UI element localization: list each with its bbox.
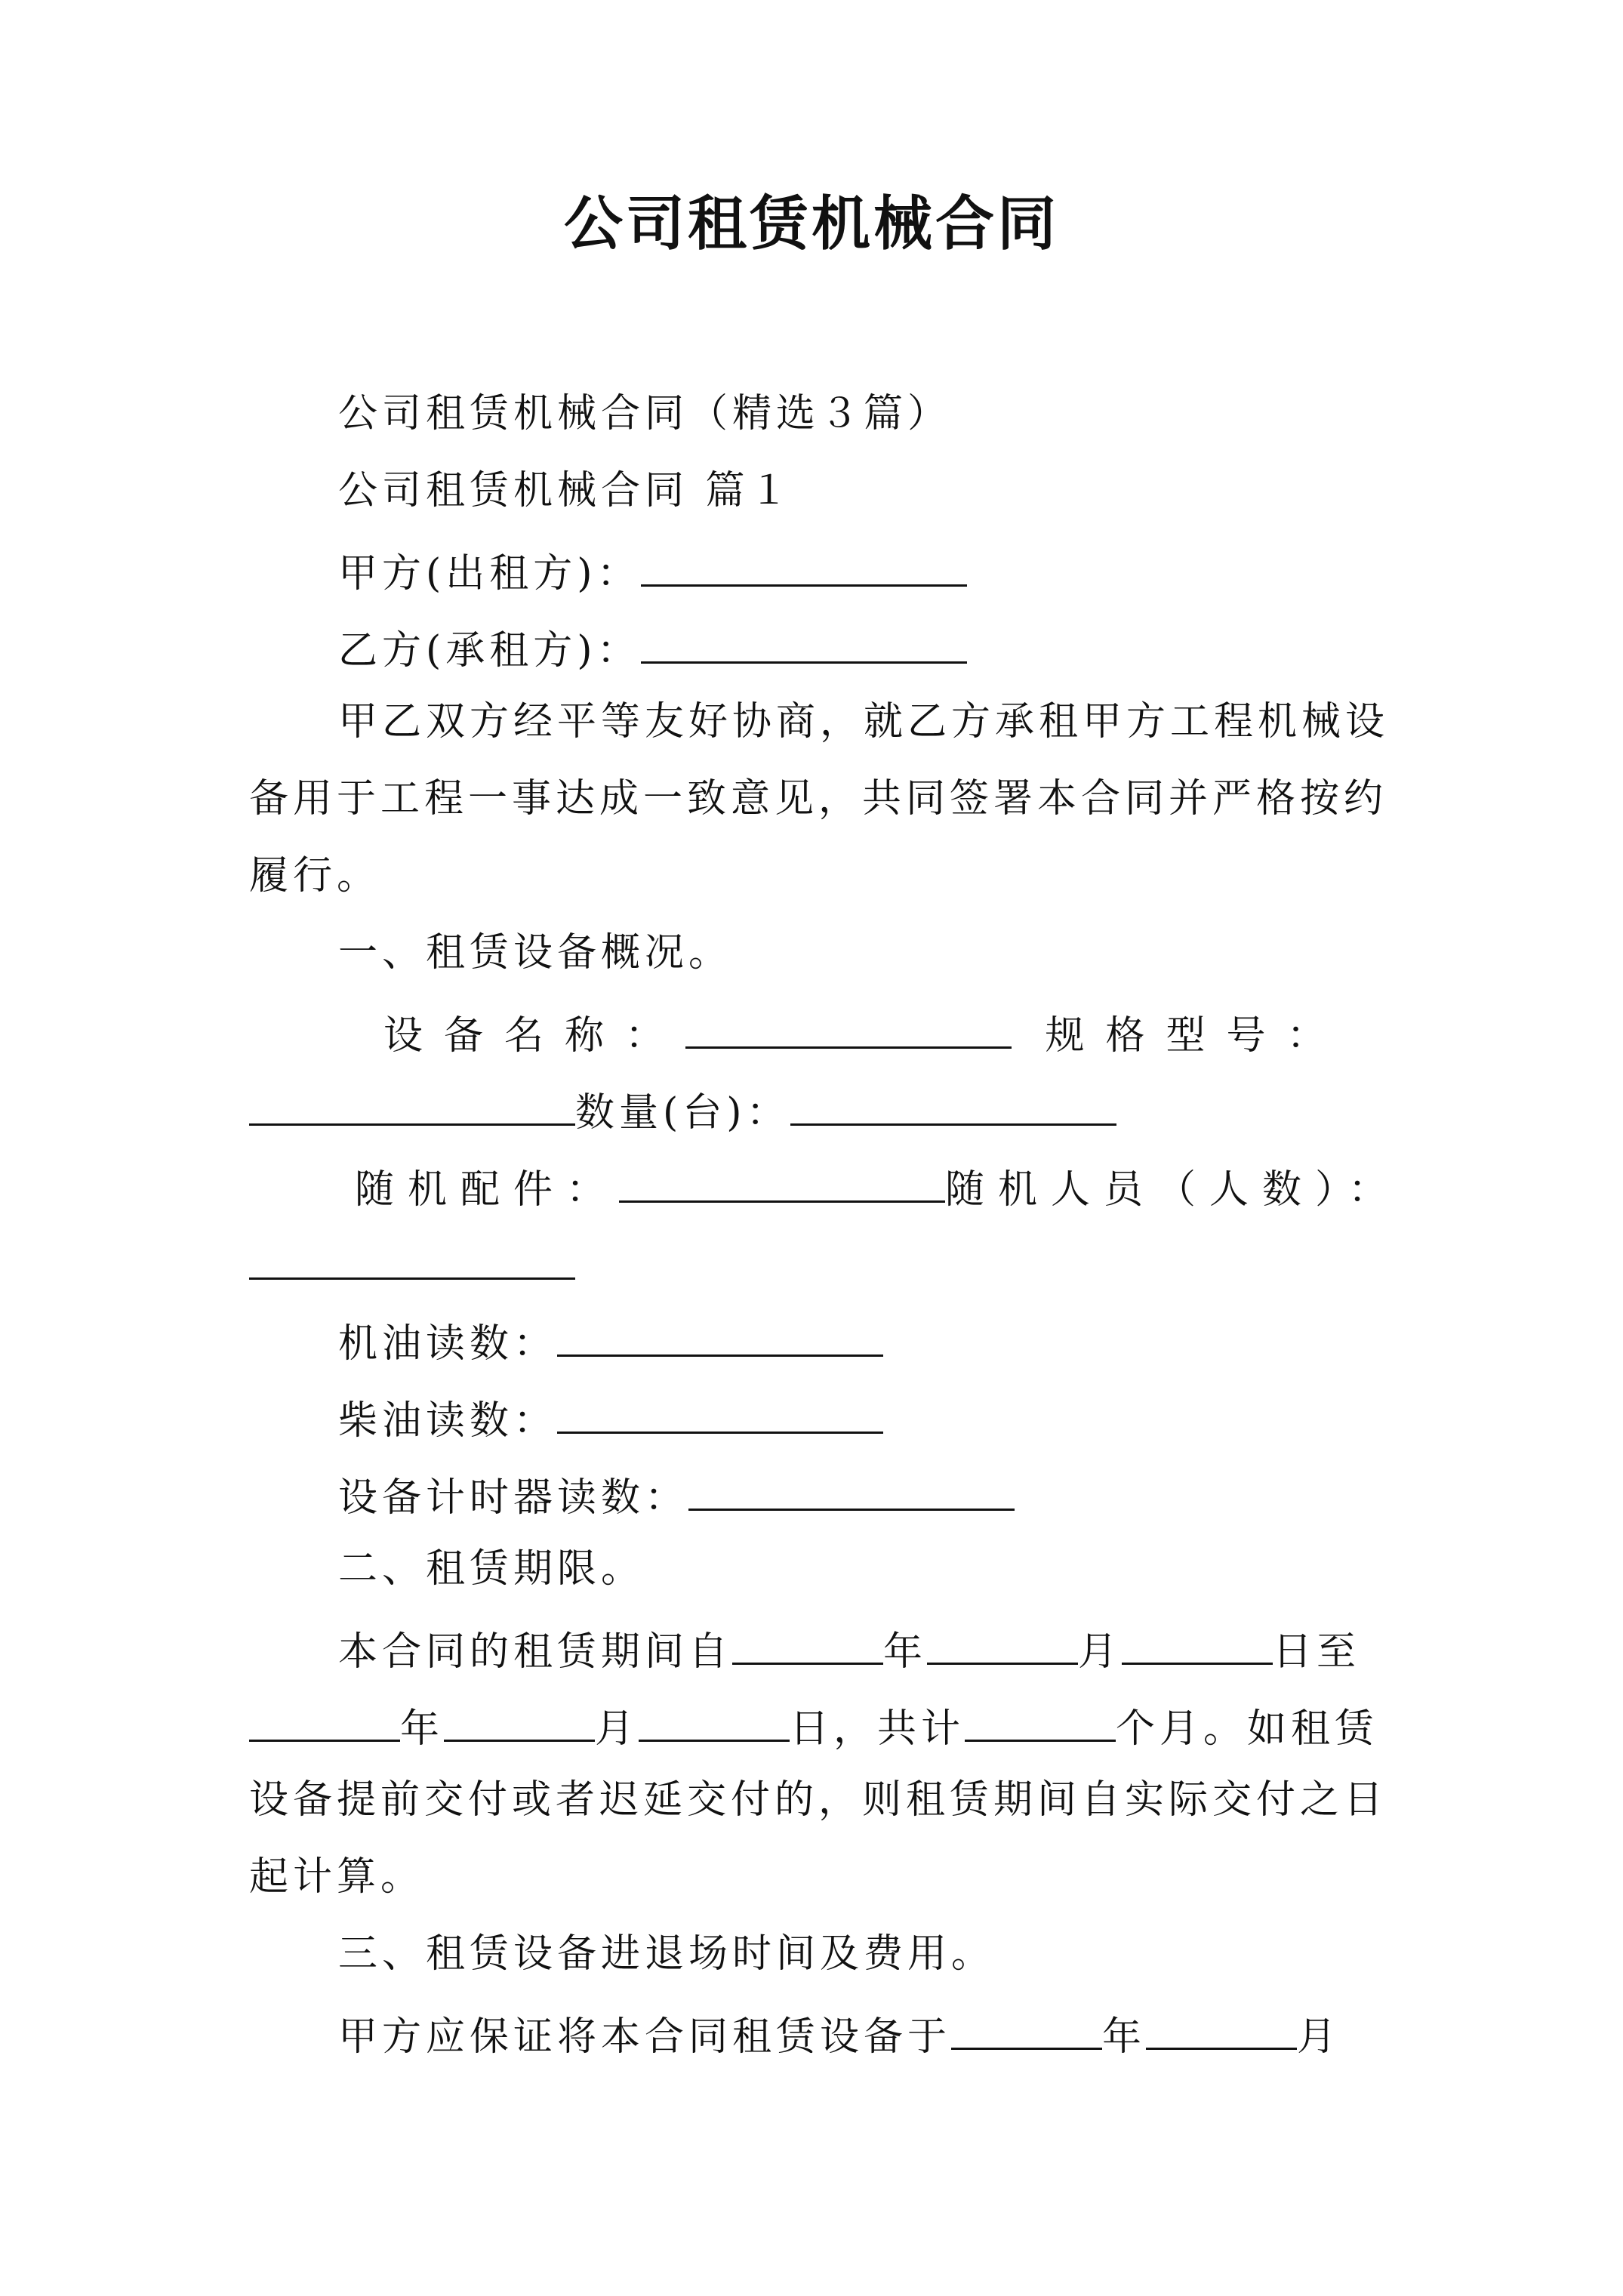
accessories-blank[interactable] <box>619 1164 945 1203</box>
spec-model-label: 规格型号： <box>1045 1013 1347 1059</box>
spec-model-blank[interactable] <box>249 1087 575 1126</box>
staff-blank[interactable] <box>249 1241 575 1280</box>
section-3-heading: 三、租赁设备进退场时间及费用。 <box>338 1931 996 1977</box>
end-year-blank[interactable] <box>249 1703 400 1742</box>
intro-line-3: 履行。 <box>249 853 381 898</box>
oil-reading-line <box>338 1318 883 1367</box>
part-heading: 公司租赁机械合同 篇１ <box>338 468 793 513</box>
spec-quantity-line <box>249 1087 1116 1136</box>
party-b-blank[interactable] <box>641 625 967 664</box>
period-line-2 <box>249 1703 1379 1752</box>
document-title: 公司租赁机械合同 <box>563 190 1059 258</box>
end-month-label: 月 <box>595 1706 639 1752</box>
subtitle: 公司租赁机械合同（精选３篇） <box>338 391 952 436</box>
period-line-1 <box>338 1626 1361 1675</box>
timer-reading-line <box>338 1472 1015 1521</box>
equipment-name-line <box>383 1010 1347 1059</box>
months-if-label: 个月。如租赁 <box>1116 1706 1379 1752</box>
party-a-line <box>338 548 967 596</box>
staff-blank-line <box>249 1241 575 1287</box>
year-label: 年 <box>883 1629 928 1675</box>
delivery-label: 甲方应保证将本合同租赁设备于 <box>338 2014 952 2060</box>
timer-reading-label: 设备计时器读数： <box>338 1475 689 1521</box>
end-day-blank[interactable] <box>639 1703 790 1742</box>
end-month-blank[interactable] <box>444 1703 595 1742</box>
day-total-label: 日，共计 <box>790 1706 965 1752</box>
start-month-blank[interactable] <box>927 1626 1078 1665</box>
party-a-blank[interactable] <box>641 548 967 587</box>
quantity-label: 数量(台)： <box>575 1090 790 1136</box>
equipment-name-label: 设备名称： <box>383 1013 686 1059</box>
delivery-month-label: 月 <box>1297 2014 1341 2060</box>
party-b-line <box>338 625 967 673</box>
period-line-3: 设备提前交付或者迟延交付的，则租赁期间自实际交付之日 <box>249 1777 1388 1823</box>
diesel-reading-line <box>338 1395 883 1444</box>
oil-reading-blank[interactable] <box>557 1318 883 1357</box>
diesel-reading-blank[interactable] <box>557 1395 883 1434</box>
delivery-line-1 <box>338 2011 1341 2060</box>
month-label: 月 <box>1078 1629 1123 1675</box>
intro-line-1: 甲乙双方经平等友好协商，就乙方承租甲方工程机械设 <box>338 699 1390 744</box>
delivery-year-label: 年 <box>1102 2014 1147 2060</box>
accessories-label: 随机配件： <box>355 1167 620 1213</box>
quantity-blank[interactable] <box>790 1087 1116 1126</box>
diesel-reading-label: 柴油读数： <box>338 1398 558 1444</box>
period-start-label: 本合同的租赁期间自 <box>338 1629 733 1675</box>
timer-reading-blank[interactable] <box>688 1472 1015 1511</box>
day-to-label: 日至 <box>1273 1629 1361 1675</box>
accessories-line <box>355 1164 1402 1213</box>
staff-label: 随机人员（人数）： <box>945 1167 1402 1213</box>
period-line-4: 起计算。 <box>249 1854 425 1900</box>
total-months-blank[interactable] <box>965 1703 1116 1742</box>
delivery-month-blank[interactable] <box>1146 2011 1297 2050</box>
party-a-label: 甲方(出租方)： <box>338 551 641 596</box>
equipment-name-blank[interactable] <box>685 1010 1012 1049</box>
delivery-year-blank[interactable] <box>951 2011 1102 2050</box>
oil-reading-label: 机油读数： <box>338 1321 558 1367</box>
start-day-blank[interactable] <box>1122 1626 1273 1665</box>
intro-line-2: 备用于工程一事达成一致意见，共同签署本合同并严格按约 <box>249 776 1388 821</box>
party-b-label: 乙方(承租方)： <box>338 628 641 673</box>
end-year-label: 年 <box>400 1706 445 1752</box>
section-1-heading: 一、租赁设备概况。 <box>338 930 733 975</box>
start-year-blank[interactable] <box>732 1626 883 1665</box>
section-2-heading: 二、租赁期限。 <box>338 1546 645 1592</box>
